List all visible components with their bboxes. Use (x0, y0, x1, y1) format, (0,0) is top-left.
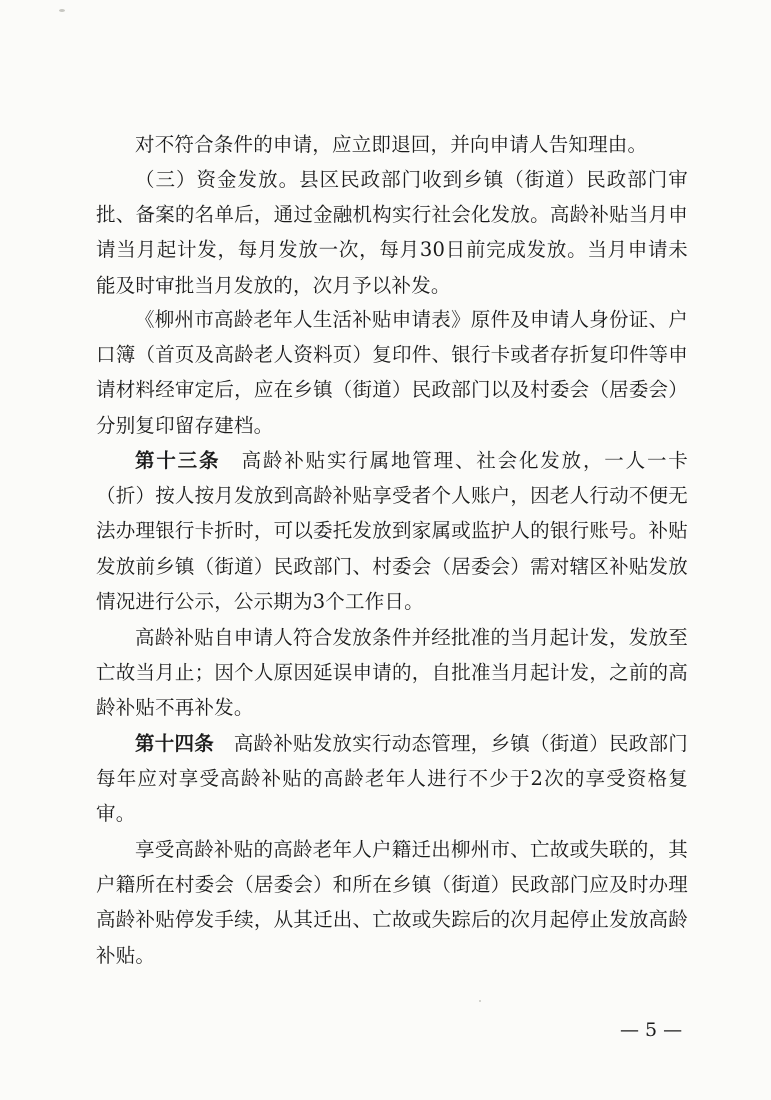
paragraph-7-text: 享受高龄补贴的高龄老年人户籍迁出柳州市、亡故或失联的，其户籍所在村委会（居委会）和所在乡镇（街道）民政部门应及时办理高龄补贴停发手续，从其迁出、亡故或失踪后的次月起停止发放高龄补贴。 (96, 838, 688, 967)
paragraph-2-text: （三）资金发放。县区民政部门收到乡镇（街道）民政部门审批、备案的名单后，通过金融机构实行社会化发放。高龄补贴当月申请当月起计发，每月发放一次，每月30日前完成发放。当月申请未能及时审批当月发放的，次月予以补发。 (96, 168, 688, 297)
paragraph-1-text: 对不符合条件的申请，应立即退回，并向申请人告知理由。 (135, 133, 648, 156)
scan-speck (59, 9, 65, 12)
paragraph-5-text: 高龄补贴自申请人符合发放条件并经批准的当月起计发，发放至亡故当月止；因个人原因延误申请的，自批准当月起计发，之前的高龄补贴不再补发。 (96, 626, 688, 720)
page-number: — 5 — (620, 1019, 683, 1041)
article-14-text: 高龄补贴发放实行动态管理，乡镇（街道）民政部门每年应对享受高龄补贴的高龄老年人进行不少于2次的享受资格复审。 (96, 732, 688, 826)
article-13-text: 高龄补贴实行属地管理、社会化发放，一人一卡（折）按人按月发放到高龄补贴享受者个人账户，因老人行动不便无法办理银行卡折时，可以委托发放到家属或监护人的银行账号。补贴发放前乡镇（街道）民政部门、村委会（居委会）需对辖区补贴发放情况进行公示，公示期为3个工作日。 (96, 449, 688, 613)
paragraph-5 (96, 620, 688, 726)
scan-speck (479, 1000, 481, 1002)
paragraph-7 (96, 832, 688, 973)
article-14-heading: 第十四条 (135, 732, 215, 755)
paragraph-3 (96, 302, 688, 443)
paragraph-3-text: 《柳州市高龄老年人生活补贴申请表》原件及申请人身份证、户口簿（首页及高龄老人资料页）复印件、银行卡或者存折复印件等申请材料经审定后，应在乡镇（街道）民政部门以及村委会（居委会）分别复印留存建档。 (96, 308, 688, 437)
paragraph-1 (96, 127, 688, 162)
article-14-paragraph (96, 726, 688, 832)
paragraph-2 (96, 162, 688, 303)
article-13-heading: 第十三条 (135, 449, 221, 472)
article-13-paragraph (96, 443, 688, 619)
